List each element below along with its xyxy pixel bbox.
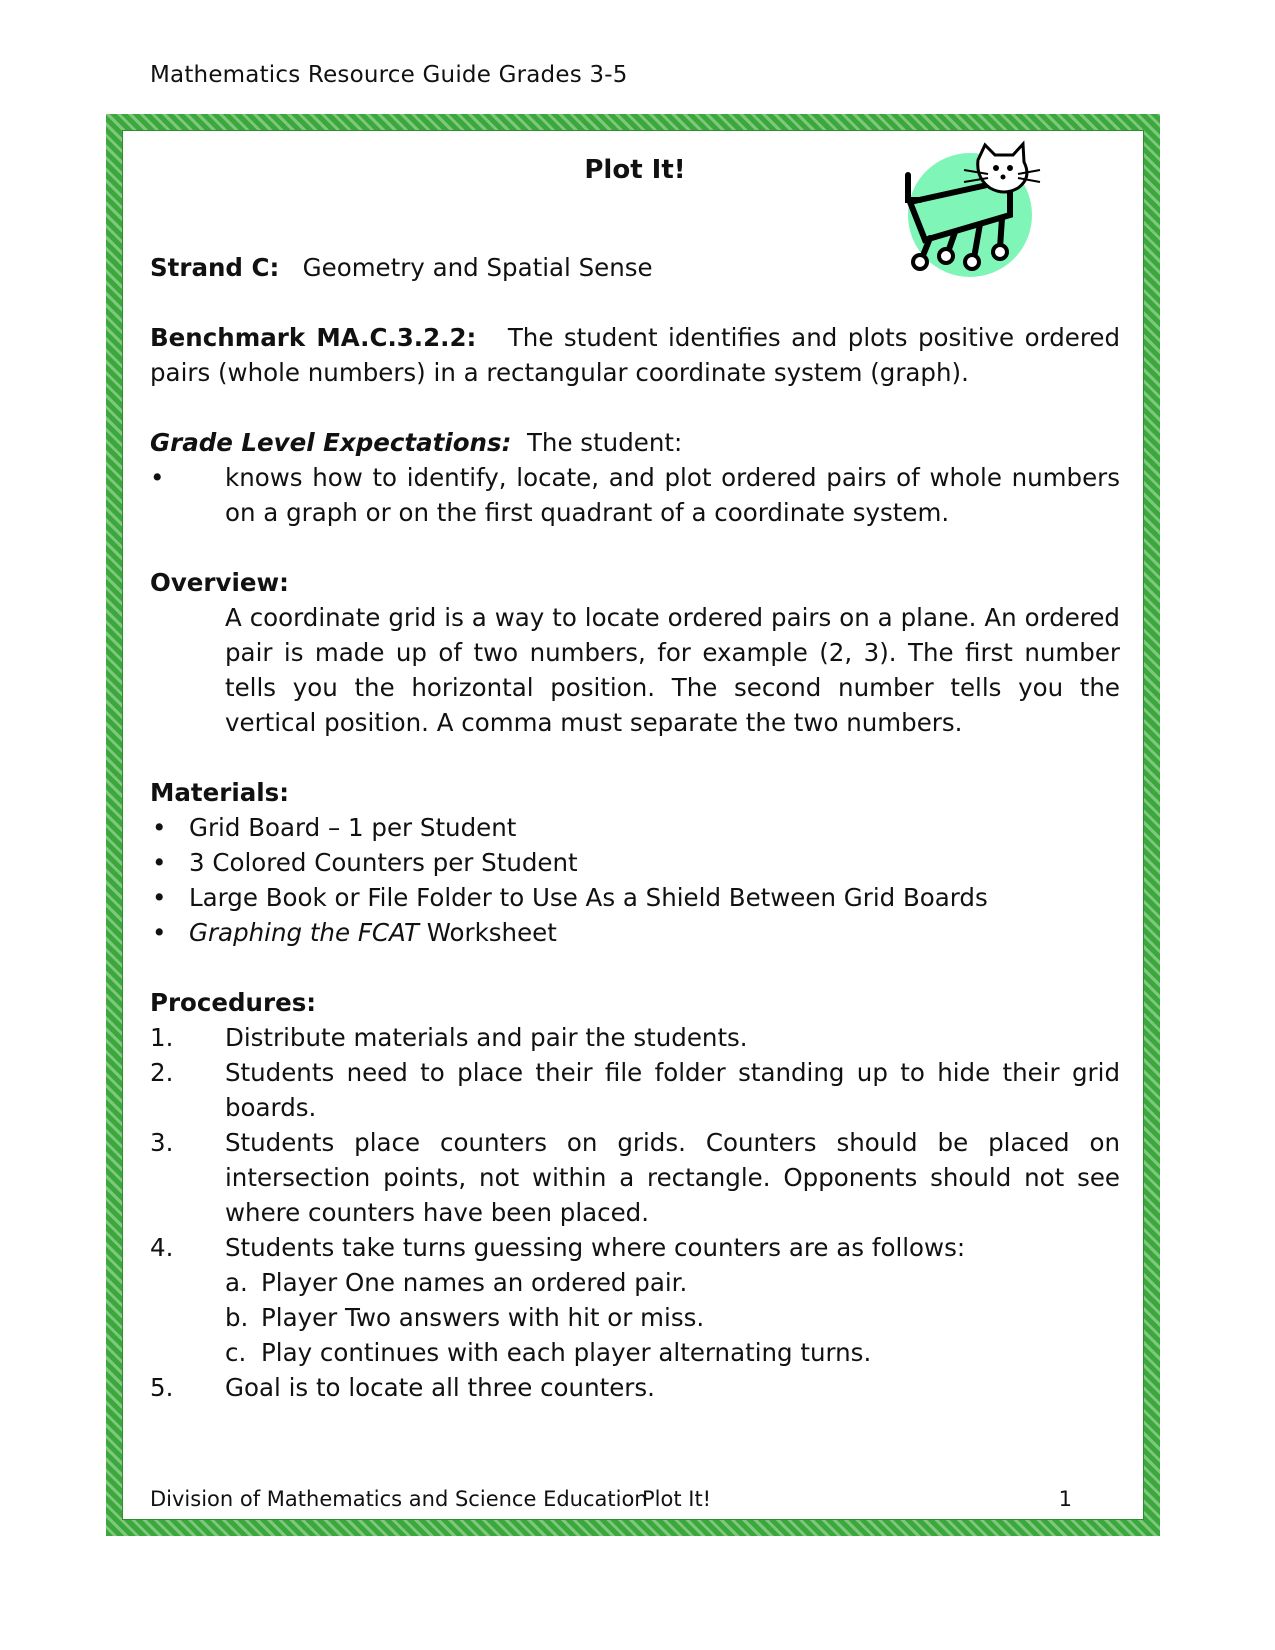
benchmark-text: The student identifies and plots positive ordered pairs (whole numbers) in a rectangular coordinate system (graph). — [150, 323, 1121, 387]
procedure-step — [150, 1125, 1120, 1230]
bullet-icon: • — [152, 813, 167, 842]
procedure-substep — [150, 1265, 1120, 1300]
procedure-substep — [150, 1300, 1120, 1335]
worksheet-suffix: Worksheet — [418, 918, 557, 947]
procedure-step — [150, 1055, 1120, 1125]
step-number: 3. — [150, 1128, 174, 1157]
running-header: Mathematics Resource Guide Grades 3-5 — [150, 62, 628, 88]
expectation-item — [150, 460, 1120, 530]
lesson-content — [150, 145, 1120, 1405]
step-text: Students place counters on grids. Counters should be placed on intersection points, not within a rectangle. Opponents should not see where counters have been placed. — [225, 1128, 1120, 1227]
expectations-label: Grade Level Expectations: — [150, 428, 512, 457]
bullet-icon: • — [150, 463, 165, 492]
overview-text: A coordinate grid is a way to locate ordered pairs on a plane. An ordered pair is made up of two numbers, for example (2, 3). The first number tells you the horizontal position. The second number tells you the vertical position. A comma must separate the two numbers. — [225, 603, 1120, 737]
procedures-label: Procedures: — [150, 988, 317, 1017]
procedure-step — [150, 1020, 1120, 1055]
substep-letter: a. — [225, 1268, 248, 1297]
substep-text: Player One names an ordered pair. — [261, 1268, 688, 1297]
material-text — [189, 915, 557, 950]
bullet-icon: • — [152, 918, 167, 947]
strand-label: Strand C: — [150, 253, 280, 282]
page-number: 1 — [1058, 1487, 1072, 1511]
substep-letter: b. — [225, 1303, 249, 1332]
material-item — [150, 810, 1120, 845]
material-text: Grid Board – 1 per Student — [189, 813, 517, 842]
material-text: Large Book or File Folder to Use As a Shield Between Grid Boards — [189, 883, 988, 912]
material-item — [150, 845, 1120, 880]
step-text: Goal is to locate all three counters. — [225, 1373, 655, 1402]
benchmark-block — [150, 320, 1120, 390]
expectations-heading — [150, 425, 1120, 460]
procedure-step — [150, 1370, 1120, 1405]
substep-text: Play continues with each player alternating turns. — [261, 1338, 872, 1367]
material-item — [150, 915, 1120, 950]
footer-division: Division of Mathematics and Science Education — [150, 1487, 648, 1511]
footer-lesson-title: Plot It! — [642, 1487, 712, 1511]
step-number: 1. — [150, 1023, 174, 1052]
step-text: Distribute materials and pair the students. — [225, 1023, 748, 1052]
bullet-icon: • — [152, 883, 167, 912]
benchmark-label: Benchmark MA.C.3.2.2: — [150, 323, 477, 352]
materials-label: Materials: — [150, 778, 290, 807]
worksheet-title: Graphing the FCAT — [189, 918, 419, 947]
expectations-intro: The student: — [526, 428, 683, 457]
strand-line — [150, 250, 1120, 285]
procedure-substep — [150, 1335, 1120, 1370]
step-text: Students take turns guessing where counters are as follows: — [225, 1233, 966, 1262]
step-number: 2. — [150, 1058, 174, 1087]
material-text: 3 Colored Counters per Student — [189, 848, 578, 877]
step-number: 5. — [150, 1373, 174, 1402]
overview-label: Overview: — [150, 568, 289, 597]
expectation-text: knows how to identify, locate, and plot ordered pairs of whole numbers on a graph or on the first quadrant of a coordinate system. — [225, 463, 1120, 527]
procedure-step — [150, 1230, 1120, 1265]
step-number: 4. — [150, 1233, 174, 1262]
material-item — [150, 880, 1120, 915]
substep-text: Player Two answers with hit or miss. — [261, 1303, 705, 1332]
lesson-title: Plot It! — [584, 155, 686, 185]
bullet-icon: • — [152, 848, 167, 877]
step-text: Students need to place their file folder standing up to hide their grid boards. — [225, 1058, 1120, 1122]
substep-letter: c. — [225, 1338, 247, 1367]
strand-text: Geometry and Spatial Sense — [302, 253, 653, 282]
